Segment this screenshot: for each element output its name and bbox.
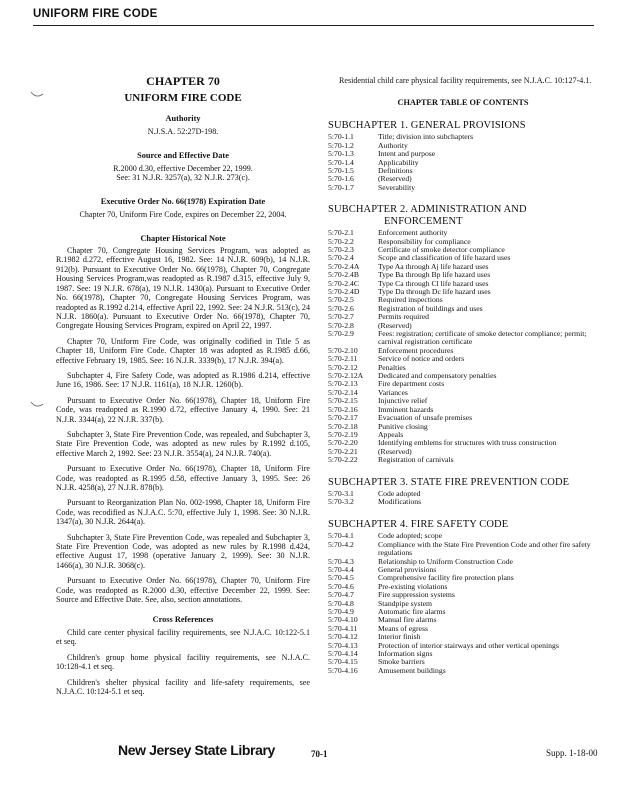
section-number: 5:70-2.15 — [328, 396, 358, 406]
section-title: Smoke barriers — [378, 657, 425, 667]
section-title: Permits required — [378, 312, 430, 322]
section-title: Punitive closing — [378, 421, 428, 431]
source-line: See: 31 N.J.R. 3257(a), 32 N.J.R. 273(c). — [116, 173, 250, 183]
library-stamp: New Jersey State Library — [118, 742, 275, 758]
section-number: 5:70-2.1 — [328, 228, 354, 238]
section-title: (Reserved) — [378, 174, 412, 184]
section-number: 5:70-1.4 — [328, 157, 354, 167]
section-title: Scope and classification of life hazard uses — [378, 253, 511, 263]
subchapter-heading — [328, 477, 598, 489]
section-number: 5:70-4.14 — [328, 649, 358, 659]
toc-row — [328, 608, 598, 616]
section-number: 5:70-2.2 — [328, 236, 354, 246]
toc-row — [328, 439, 598, 447]
section-title: Relationship to Uniform Construction Code — [378, 556, 513, 566]
exec-order-heading: Executive Order No. 66(1978) Expiration Date — [100, 196, 266, 206]
section-number: 5:70-4.6 — [328, 581, 354, 591]
section-title: Required inspections — [378, 295, 443, 305]
section-title: Enforcement procedures — [378, 345, 454, 355]
toc-row — [328, 380, 598, 388]
history-paragraph: Pursuant to Executive Order No. 66(1978), Chapter 70, Uniform Fire Code, was readopted as R.2000 d.30, effective December 22, 1999. See: Source and Effective Date. See, also, section annotations. — [56, 576, 310, 605]
source-line: R.2000 d.30, effective December 22, 1999. — [113, 164, 253, 174]
section-title: Responsibility for compliance — [378, 236, 471, 246]
section-number: 5:70-2.9 — [328, 329, 354, 339]
table-of-contents — [328, 120, 598, 675]
toc-heading: CHAPTER TABLE OF CONTENTS — [397, 98, 529, 108]
section-title: Pre-existing violations — [378, 581, 448, 591]
section-title: Automatic fire alarms — [378, 607, 446, 616]
section-number: 5:70-2.10 — [328, 345, 358, 355]
toc-row — [328, 423, 598, 431]
section-number: 5:70-4.12 — [328, 632, 358, 642]
history-paragraph: Subchapter 3, State Fire Prevention Code, was repealed, and Subchapter 3, State Fire Prevention Code, was adopted as new rules by R.1992 d.105, effective March 2, 1992. See: 23 N.J.R. 3554(a), 24 N.J.R. 740(a). — [56, 429, 310, 458]
section-title: Interior finish — [378, 632, 421, 642]
section-number: 5:70-4.13 — [328, 640, 358, 650]
section-title: Information signs — [378, 649, 433, 659]
subchapter-heading — [328, 120, 598, 132]
section-list — [328, 133, 473, 192]
section-title: Compliance with the State Fire Prevention Code and other fire safety regulations — [378, 539, 591, 558]
section-number: 5:70-2.11 — [328, 354, 358, 364]
section-title: Registration of carnivals — [378, 455, 454, 465]
cross-refs-heading: Cross References — [152, 615, 214, 625]
toc-row — [328, 414, 598, 422]
section-number: 5:70-4.5 — [328, 573, 354, 583]
subchapter-title: SUBCHAPTER 2. ADMINISTRATION AND — [328, 204, 527, 216]
section-number: 5:70-2.17 — [328, 413, 358, 423]
toc-row — [328, 616, 598, 624]
section-number: 5:70-2.14 — [328, 387, 358, 397]
history-paragraph: Chapter 70, Congregate Housing Services Program, was adopted as R.1982 d.272, effective August 16, 1982. See: 14 N.J.R. 609(b), 14 N.J.R. 912(b). Pursuant to Executive Order No. 66(1978), Chapter 70, Congregate Housing Services Program,was readopted as R.1987 d.315, effective July 9, 1987. See: 19 N.J.R. 678(a), 19 N.J.R. 1430(a). Pursuant to Executive Order No. 66(1978), Chapter 70, Congregate Housing Services Program, was readopted as R.1992 d.214, effective April 22, 1992. See: 24 N.J.R. 513(c), 24 N.J.R. 1860(a). Pursuant to Executive Order No. 66(1978), Chapter 70, Congregate Housing Services Program, expired on April 22, 1997. — [56, 246, 310, 331]
cross-ref: Child care center physical facility requirements, see N.J.A.C. 10:122-5.1 et seq. — [56, 627, 310, 647]
chapter-title: CHAPTER 70 — [146, 74, 220, 88]
section-title: Penalties — [378, 362, 406, 372]
section-title: Identifying emblems for structures with truss construction — [378, 438, 557, 448]
toc-row — [328, 591, 598, 599]
toc-row — [328, 448, 598, 456]
section-number: 5:70-1.1 — [328, 132, 354, 142]
toc-row — [328, 184, 473, 192]
section-title: Title; division into subchapters — [378, 132, 474, 142]
margin-mark — [30, 400, 44, 410]
section-title: Type Da through Dc life hazard uses — [378, 287, 491, 296]
section-number: 5:70-4.15 — [328, 657, 358, 667]
running-header: UNIFORM FIRE CODE — [33, 8, 158, 20]
toc-row — [328, 498, 421, 506]
section-number: 5:70-2.20 — [328, 438, 358, 448]
section-title: Fees: registration; certificate of smoke detector compliance; permit; carnival registration certificate — [378, 329, 587, 347]
chapter-name: UNIFORM FIRE CODE — [124, 92, 242, 105]
page-number: 70-1 — [311, 749, 328, 759]
toc-row — [328, 305, 598, 313]
section-number: 5:70-2.3 — [328, 244, 354, 254]
section-title: Intent and purpose — [378, 149, 436, 159]
section-title: Modifications — [378, 497, 422, 507]
section-title: Registration of buildings and uses — [378, 303, 483, 313]
section-number: 5:70-4.3 — [328, 556, 354, 566]
section-title: Severability — [378, 182, 416, 192]
section-title: Definitions — [378, 165, 413, 175]
section-number: 5:70-2.22 — [328, 455, 358, 465]
toc-row — [328, 600, 598, 608]
section-title: Appeals — [378, 429, 404, 439]
history-paragraph: Subchapter 4, Fire Safety Code, was adopted as R.1986 d.214, effective June 16, 1986. See: 17 N.J.R. 1161(a), 18 N.J.R. 1260(b). — [56, 370, 310, 390]
toc-row — [328, 583, 598, 591]
toc-row — [328, 658, 598, 666]
history-paragraph: Chapter 70, Uniform Fire Code, was originally codified in Title 5 as Chapter 18, Uniform Fire Code. Chapter 18 was adopted as R.1985 d.66, effective February 19, 1985. See: 16 N.J.R. 3339(b), 17 N.J.R. 394(a). — [56, 336, 310, 365]
section-title: (Reserved) — [378, 446, 412, 456]
section-list — [328, 229, 598, 464]
section-title: Comprehensive facility fire protection plans — [378, 573, 514, 583]
section-number: 5:70-2.5 — [328, 295, 354, 305]
section-title: Standpipe system — [378, 598, 433, 608]
section-number: 5:70-2.8 — [328, 320, 354, 330]
section-title: Authority — [378, 140, 408, 150]
header-rule — [33, 25, 594, 26]
section-title: Type Ca through Cl life hazard uses — [378, 278, 489, 288]
supplement-date: Supp. 1-18-00 — [546, 748, 598, 758]
history-paragraph: Pursuant to Executive Order No. 66(1978), Chapter 18, Uniform Fire Code, was readopted as R.1990 d.72, effective January 4, 1990. See: 21 N.J.R. 3344(a), 22 N.J.R. 337(b). — [56, 395, 310, 424]
history-heading: Chapter Historical Note — [140, 233, 226, 243]
section-title: (Reserved) — [378, 320, 412, 330]
subchapter-title: SUBCHAPTER 3. STATE FIRE PREVENTION CODE — [328, 476, 570, 488]
section-number: 5:70-4.7 — [328, 590, 354, 600]
section-number: 5:70-2.16 — [328, 404, 358, 414]
section-number: 5:70-1.7 — [328, 182, 354, 192]
section-title: Code adopted — [378, 489, 421, 499]
section-number: 5:70-4.11 — [328, 623, 358, 633]
toc-row — [328, 389, 598, 397]
section-number: 5:70-2.4C — [328, 278, 359, 288]
section-number: 5:70-2.13 — [328, 379, 358, 389]
section-number: 5:70-1.3 — [328, 149, 354, 159]
toc-row — [328, 558, 598, 566]
source-heading: Source and Effective Date — [137, 150, 229, 160]
authority-text: N.J.S.A. 52:27D-198. — [147, 127, 219, 137]
toc-row — [328, 397, 598, 405]
toc-row — [328, 355, 598, 363]
section-title: Applicability — [378, 157, 419, 167]
section-title: Manual fire alarms — [378, 615, 437, 625]
toc-row — [328, 456, 598, 464]
subchapter-heading — [328, 204, 598, 227]
toc-row — [328, 625, 598, 633]
section-title: Type Ba through Bp life hazard uses — [378, 270, 491, 280]
cross-ref: Children's shelter physical facility and life-safety requirements, see N.J.A.C. 10:124-5.1 et seq. — [56, 677, 310, 696]
section-number: 5:70-1.2 — [328, 140, 354, 150]
section-number: 5:70-2.7 — [328, 312, 354, 322]
subchapter-title: SUBCHAPTER 4. FIRE SAFETY CODE — [328, 518, 509, 530]
section-title: Service of notice and orders — [378, 354, 465, 364]
section-title: Fire suppression systems — [378, 590, 455, 600]
section-title: Amusement buildings — [378, 665, 446, 675]
section-title: Means of egress — [378, 623, 428, 633]
section-list — [328, 490, 421, 507]
section-number: 5:70-2.12 — [328, 362, 358, 372]
toc-row — [328, 372, 598, 380]
toc-row — [328, 650, 598, 658]
section-title: Code adopted; scope — [378, 531, 443, 541]
section-title: Enforcement authority — [378, 228, 448, 238]
section-number: 5:70-3.1 — [328, 489, 354, 499]
history-paragraph: Pursuant to Reorganization Plan No. 002-1998, Chapter 18, Uniform Fire Code, was recodified as N.J.A.C. 5:70, effective July 1, 1998. See: 30 N.J.R. 1347(a), 30 N.J.R. 2644(a). — [56, 498, 310, 527]
section-number: 5:70-2.18 — [328, 421, 358, 431]
subchapter-title-cont: ENFORCEMENT — [384, 215, 463, 227]
section-number: 5:70-4.2 — [328, 539, 354, 549]
section-number: 5:70-2.4B — [328, 270, 359, 280]
history-paragraph: Pursuant to Executive Order No. 66(1978), Chapter 18, Uniform Fire Code, was readopted as R.1995 d.58, effective January 3, 1995. See: 26 N.J.R. 4258(a), 27 N.J.R. 878(b). — [56, 464, 310, 492]
left-column — [56, 32, 310, 696]
section-title: Variances — [378, 387, 408, 397]
section-title: Injunctive relief — [378, 396, 428, 406]
section-title: Certificate of smoke detector compliance — [378, 244, 505, 254]
section-number: 5:70-4.9 — [328, 607, 354, 616]
right-column — [328, 32, 598, 675]
section-number: 5:70-2.4 — [328, 253, 354, 263]
section-title: Type Aa through Aj life hazard uses — [378, 261, 489, 271]
section-title: Fire department costs — [378, 379, 445, 389]
section-number: 5:70-2.21 — [328, 446, 358, 456]
section-title: Protection of interior stairways and other vertical openings — [378, 640, 559, 650]
section-number: 5:70-2.6 — [328, 303, 354, 313]
section-number: 5:70-3.2 — [328, 497, 354, 507]
section-number: 5:70-2.19 — [328, 429, 358, 439]
cross-ref: Residential child care physical facility requirements, see N.J.A.C. 10:127-4.1. — [339, 76, 592, 85]
toc-row — [328, 288, 598, 296]
cross-ref: Children's group home physical facility requirements, see N.J.A.C. 10:128-4.1 et seq. — [56, 652, 310, 672]
subchapter-heading — [328, 519, 598, 531]
toc-row — [328, 330, 598, 347]
section-title: Evacuation of unsafe premises — [378, 413, 473, 423]
history-paragraph: Subchapter 3, State Fire Prevention Code, was repealed and Subchapter 3, State Fire Prevention Code, was adopted as new rules by R.1998 d.424, effective August 17, 1998 (operative January 2, 1999). See: 30 N.J.R. 1466(a), 30 N.J.R. 3068(c). — [56, 532, 310, 570]
section-number: 5:70-2.12A — [328, 371, 364, 381]
section-number: 5:70-2.4D — [328, 287, 360, 296]
authority-heading: Authority — [165, 113, 201, 123]
section-title: General provisions — [378, 564, 437, 574]
subchapter-title: SUBCHAPTER 1. GENERAL PROVISIONS — [328, 119, 526, 131]
toc-row — [328, 574, 598, 582]
section-number: 5:70-4.8 — [328, 598, 354, 608]
section-number: 5:70-1.6 — [328, 174, 354, 184]
section-list — [328, 532, 598, 675]
toc-row — [328, 667, 598, 675]
section-number: 5:70-4.16 — [328, 665, 358, 675]
section-title: Imminent hazards — [378, 404, 434, 414]
section-number: 5:70-2.4A — [328, 261, 360, 271]
exec-order-text: Chapter 70, Uniform Fire Code, expires on December 22, 2004. — [79, 210, 287, 220]
section-title: Dedicated and compensatory penalties — [378, 371, 497, 381]
section-number: 5:70-4.10 — [328, 615, 358, 625]
section-number: 5:70-4.4 — [328, 564, 354, 574]
section-number: 5:70-1.5 — [328, 165, 354, 175]
margin-mark — [30, 90, 44, 100]
toc-row — [328, 313, 598, 321]
toc-row — [328, 541, 598, 558]
section-number: 5:70-4.1 — [328, 531, 354, 541]
toc-row — [328, 642, 598, 650]
